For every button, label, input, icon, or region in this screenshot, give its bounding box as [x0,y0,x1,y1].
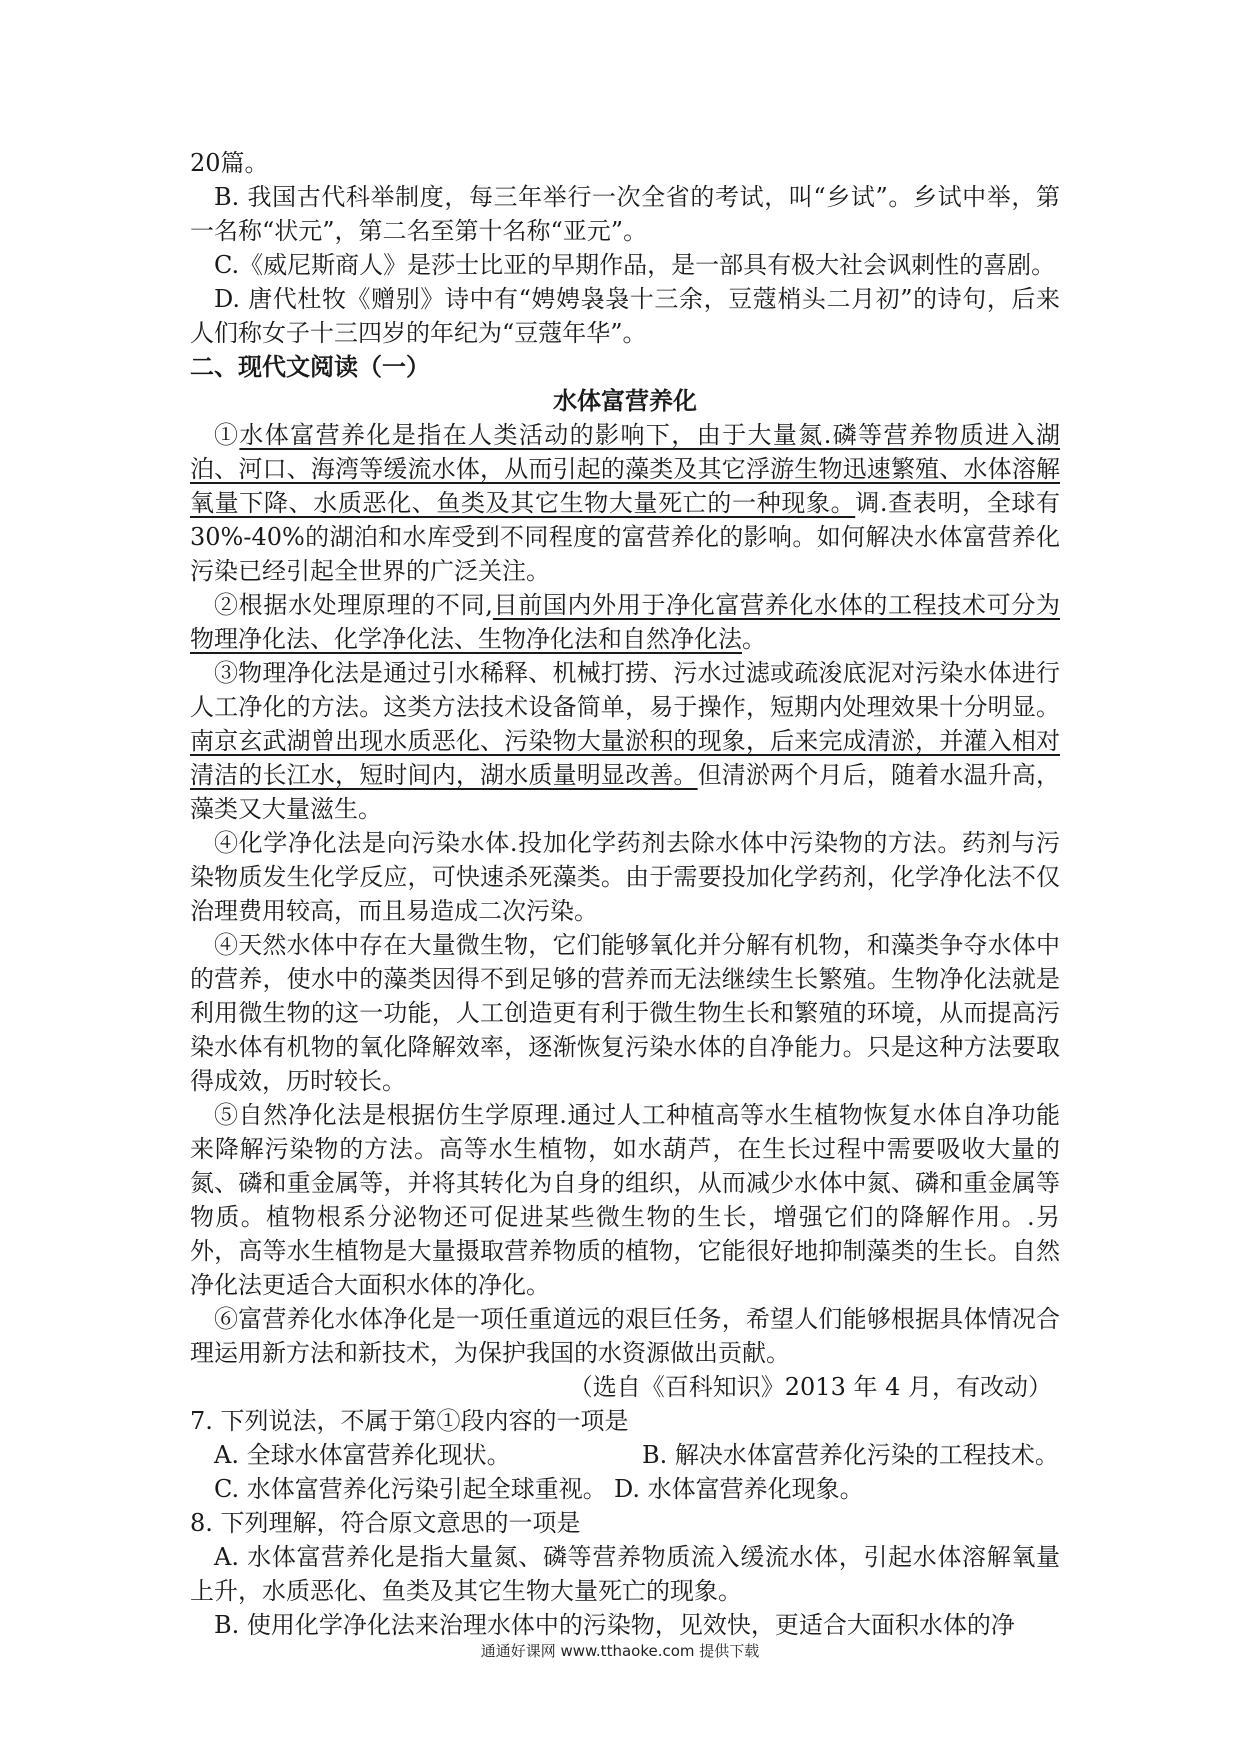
question-7-option-d: D. 水体富营养化现象。 [614,1475,864,1503]
question-7-stem: 7. 下列说法，不属于第①段内容的一项是 [190,1407,629,1435]
question-7-options-row-1 [190,1438,1060,1472]
article-source: （选自《百科知识》2013 年 4 月，有改动） [568,1373,1052,1401]
paragraph-text: 但清淤两个月后，随着水温升高，藻类又大量滋生。 [190,761,1061,823]
question-7-option-b: B. 解决水体富营养化污染的工程技术。 [642,1441,1059,1469]
question-option-c: C.《威尼斯商人》是莎士比亚的早期作品，是一部具有极大社会讽刺性的喜剧。 [214,251,1056,279]
article-paragraph-4: ④化学净化法是向污染水体.投加化学药剂去除水体中污染物的方法。药剂与污染物质发生化学反应，可快速杀死藻类。由于需要投加化学药剂，化学净化法不仅治理费用较高，而且易造成二次污染。 [190,829,1060,925]
paragraph-text: ②根据水处理原理的不同, [214,591,493,619]
question-option-d: D. 唐代杜牧《赠别》诗中有“娉娉袅袅十三余，豆蔻梢头二月初”的诗句，后来人们称女子十三四岁的年纪为“豆蔻年华”。 [190,285,1060,347]
article-paragraph-1 [190,418,1060,588]
question-8-option-b: B. 使用化学净化法来治理水体中的污染物，见效快，更适合大面积水体的净 [214,1611,1015,1639]
section-heading: 二、现代文阅读（一） [190,353,430,381]
paragraph-text: 。 [742,625,766,653]
underlined-text: 目前国内外用于净化富营养化水体的工程技术可分为物理净化法、化学净化法、生物净化法和自然净化法 [190,591,1060,653]
article-title: 水体富营养化 [553,387,697,415]
question-8-stem: 8. 下列理解，符合原文意思的一项是 [190,1509,581,1537]
article-paragraph-2 [190,588,1060,656]
article-paragraph-3 [190,656,1060,826]
page-footer: 通通好课网 www.tthaoke.com 提供下载 [480,1642,760,1660]
question-7-option-a: A. 全球水体富营养化现状。 [214,1441,511,1469]
paragraph-text: ③物理净化法是通过引水稀释、机械打捞、污水过滤或疏浚底泥对污染水体进行人工净化的方法。这类方法技术设备简单，易于操作，短期内处理效果十分明显。 [190,659,1060,721]
article-paragraph-7: ⑥富营养化水体净化是一项任重道远的艰巨任务，希望人们能够根据具体情况合理运用新方法和新技术，为保护我国的水资源做出贡献。 [190,1305,1060,1367]
paragraph-text: 调.查表明，全球有 30%-40%的湖泊和水库受到不同程度的富营养化的影响。如何解决水体富营养化污染已经引起全世界的广泛关注。 [190,489,1060,585]
question-7-options-row-2 [190,1472,1060,1506]
question-option-b: B. 我国古代科举制度，每三年举行一次全省的考试，叫“乡试”。乡试中举，第一名称“状元”，第二名至第十名称“亚元”。 [190,183,1060,245]
paragraph-marker: ① [214,421,240,449]
document-body [190,146,1060,1642]
underlined-text: 南京玄武湖曾出现水质恶化、污染物大量淤积的现象，后来完成清淤，并灌入相对清洁的长江水，短时间内，湖水质量明显改善。 [190,727,1060,789]
question-8-option-a: A. 水体富营养化是指大量氮、磷等营养物质流入缓流水体，引起水体溶解氧量上升，水质恶化、鱼类及其它生物大量死亡的现象。 [190,1543,1060,1605]
question-7-option-c: C. 水体富营养化污染引起全球重视。 [214,1475,607,1503]
article-paragraph-6: ⑤自然净化法是根据仿生学原理.通过人工种植高等水生植物恢复水体自净功能来降解污染物的方法。高等水生植物，如水葫芦，在生长过程中需要吸收大量的氮、磷和重金属等，并将其转化为自身的组织，从而减少水体中氮、磷和重金属等物质。植物根系分泌物还可促进某些微生物的生长，增强它们的降解作用。.另外，高等水生植物是大量摄取营养物质的植物，它能很好地抑制藻类的生长。自然净化法更适合大面积水体的净化。 [190,1101,1060,1299]
article-paragraph-5: ④天然水体中存在大量微生物，它们能够氧化并分解有机物，和藻类争夺水体中的营养，使水中的藻类因得不到足够的营养而无法继续生长繁殖。生物净化法就是利用微生物的这一功能，人工创造更有利于微生物生长和繁殖的环境，从而提高污染水体有机物的氧化降解效率，逐渐恢复污染水体的自净能力。只是这种方法要取得成效，历时较长。 [190,931,1060,1095]
question-option-continuation: 20篇。 [190,149,269,177]
underlined-text: 水体富营养化是指在人类活动的影响下，由于大量氮.磷等营养物质进入湖泊、河口、海湾等缓流水体，从而引起的藻类及其它浮游生物迅速繁殖、水体溶解氧量下降、水质恶化、鱼类及其它生物大量死亡的一种现象。 [190,421,1060,517]
